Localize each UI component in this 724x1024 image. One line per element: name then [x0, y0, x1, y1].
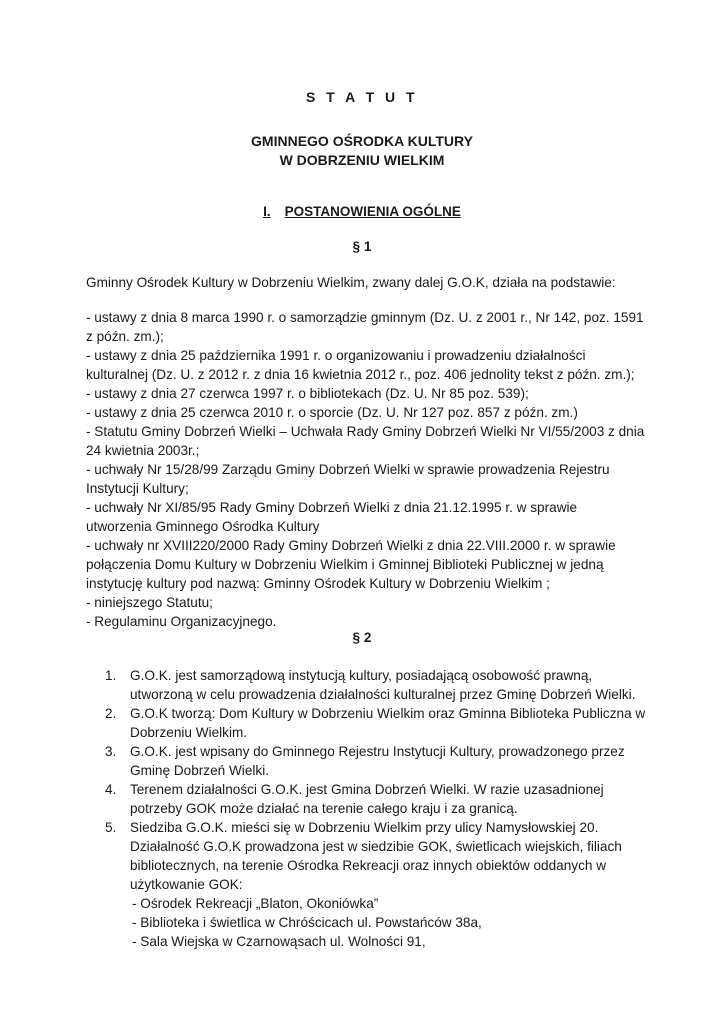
- item-text: G.O.K. jest samorządową instytucją kultury, posiadającą osobowość prawną, utworzoną w celu prowadzenia działalności kulturalnej przez Gminę Dobrzeń Wielki.: [130, 668, 636, 702]
- list-item: [105, 780, 650, 818]
- section-title: POSTANOWIENIA OGÓLNE: [284, 204, 461, 219]
- list-item: - uchwały Nr 15/28/99 Zarządu Gminy Dobrzeń Wielki w sprawie prowadzenia Rejestru Instytucji Kultury;: [86, 462, 610, 496]
- paragraph-1-heading: § 1: [352, 239, 372, 254]
- paragraph-1-intro: Gminny Ośrodek Kultury w Dobrzeniu Wielkim, zwany dalej G.O.K, działa na podstawie:: [86, 275, 616, 290]
- facility-item: - Sala Wiejska w Czarnowąsach ul. Wolności 91,: [132, 934, 426, 949]
- list-item: - ustawy z dnia 25 czerwca 2010 r. o sporcie (Dz. U. Nr 127 poz. 857 z późn. zm.): [86, 405, 578, 420]
- facility-item: - Ośrodek Rekreacji „Blaton, Okoniówka”: [132, 896, 379, 911]
- list-item: - Statutu Gminy Dobrzeń Wielki – Uchwała Rady Gminy Dobrzeń Wielki Nr VI/55/2003 z dnia 24 kwietnia 2003r.;: [86, 424, 645, 458]
- document-title: S T A T U T: [305, 89, 419, 105]
- facility-item: - Biblioteka i świetlica w Chróścicach ul. Powstańców 38a,: [132, 915, 482, 930]
- section-number: I.: [263, 204, 271, 219]
- item-text: G.O.K. jest wpisany do Gminnego Rejestru Instytucji Kultury, prowadzonego przez Gminę Dobrzeń Wielki.: [130, 744, 625, 778]
- list-item: [105, 818, 650, 951]
- list-item: - uchwały Nr XI/85/95 Rady Gminy Dobrzeń Wielki z dnia 21.12.1995 r. w sprawie utworzenia Gminnego Ośrodka Kultury: [86, 500, 578, 534]
- item-number: 4.: [105, 782, 117, 797]
- paragraph-2-heading: § 2: [352, 630, 372, 645]
- item-text: Terenem działalności G.O.K. jest Gmina Dobrzeń Wielki. W razie uzasadnionej potrzeby GOK może działać na terenie całego kraju i za granicą.: [130, 782, 604, 816]
- item-text: G.O.K tworzą: Dom Kultury w Dobrzeniu Wielkim oraz Gminna Biblioteka Publiczna w Dobrzeniu Wielkim.: [130, 706, 646, 740]
- list-item: - ustawy z dnia 8 marca 1990 r. o samorządzie gminnym (Dz. U. z 2001 r., Nr 142, poz. 1591 z późn. zm.);: [86, 310, 644, 344]
- item-number: 3.: [105, 744, 117, 759]
- item-number: 5.: [105, 820, 117, 835]
- list-item: - Regulaminu Organizacyjnego.: [86, 614, 277, 629]
- list-item: [105, 666, 650, 704]
- list-item: - ustawy z dnia 25 października 1991 r. o organizowaniu i prowadzeniu działalności kulturalnej (Dz. U. z 2012 r. z dnia 16 kwietnia 2012 r., poz. 406 jednolity tekst z późn. zm.);: [86, 348, 635, 382]
- paragraph-2-list: [105, 666, 650, 951]
- item-text: Siedziba G.O.K. mieści się w Dobrzeniu Wielkim przy ulicy Namysłowskiej 20. Działalność G.O.K prowadzona jest w siedzibie GOK, świetlicach wiejskich, filiach bibliotecznych, na terenie Ośrodka Rekreacji oraz innych obiektów oddanych w użytkowanie GOK:: [130, 820, 622, 892]
- item-number: 1.: [105, 668, 117, 683]
- list-item: - niniejszego Statutu;: [86, 595, 213, 610]
- list-item: - uchwały nr XVIII220/2000 Rady Gminy Dobrzeń Wielki z dnia 22.VIII.2000 r. w sprawie połączenia Domu Kultury w Dobrzeniu Wielkim i Gminnej Biblioteki Publicznej w jedną instytucję kultury pod nazwą: Gminny Ośrodek Kultury w Dobrzeniu Wielkim ;: [86, 538, 616, 591]
- legal-basis-list: [86, 308, 646, 631]
- list-item: [105, 704, 650, 742]
- list-item: - ustawy z dnia 27 czerwca 1997 r. o bibliotekach (Dz. U. Nr 85 poz. 539);: [86, 386, 529, 401]
- organization-name-line2: W DOBRZENIU WIELKIM: [279, 152, 445, 168]
- list-item: [105, 742, 650, 780]
- section-heading: [0, 202, 724, 221]
- item-number: 2.: [105, 706, 117, 721]
- organization-name-line1: GMINNEGO OŚRODKA KULTURY: [251, 133, 473, 149]
